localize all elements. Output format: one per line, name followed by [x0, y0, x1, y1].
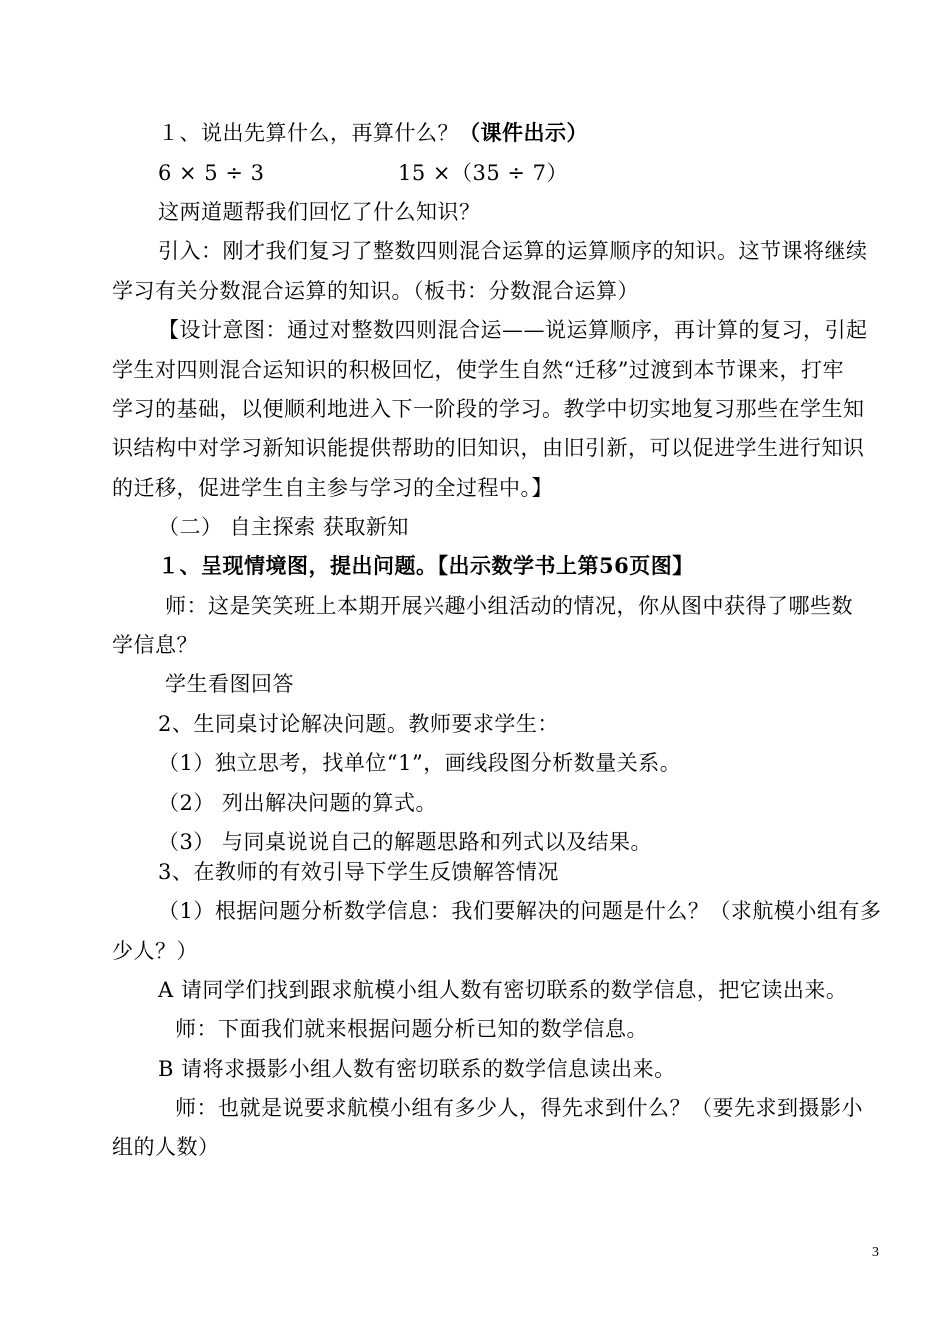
- math-expression-2: 15 ×（35 ÷ 7）: [398, 161, 569, 185]
- question-1-line: [158, 118, 588, 148]
- item-a: A 请同学们找到跟求航模小组人数有密切联系的数学信息，把它读出来。: [158, 978, 848, 1002]
- design-intent-line: 的迁移，促进学生自主参与学习的全过程中。】: [112, 476, 553, 500]
- paragraph-line: 学信息？: [112, 633, 198, 657]
- paragraph-line: 这两道题帮我们回忆了什么知识？: [158, 200, 481, 224]
- paragraph-line: 学习有关分数混合运算的知识。（板书：分数混合运算）: [112, 279, 639, 303]
- design-intent-line: 【设计意图：通过对整数四则混合运——说运算顺序，再计算的复习，引起: [158, 318, 868, 342]
- paragraph-line: 组的人数）: [112, 1135, 220, 1159]
- math-expressions: [158, 158, 568, 188]
- paragraph-line: 少人？）: [112, 939, 198, 963]
- paragraph-line: 师：下面我们就来根据问题分析已知的数学信息。: [175, 1017, 648, 1041]
- step-3-line: 3、在教师的有效引导下学生反馈解答情况: [158, 860, 559, 884]
- requirement-3: （3） 与同桌说说自己的解题思路和列式以及结果。: [158, 830, 653, 854]
- page-number: 3: [872, 1245, 879, 1260]
- requirement-1: （1）独立思考，找单位“1”，画线段图分析数量关系。: [158, 751, 682, 775]
- math-expression-1: 6 × 5 ÷ 3: [158, 161, 265, 185]
- design-intent-line: 学习的基础，以便顺利地进入下一阶段的学习。教学中切实地复习那些在学生知: [112, 397, 865, 421]
- design-intent-line: 学生对四则混合运知识的积极回忆，使学生自然“迁移”过渡到本节课来，打牢: [112, 358, 844, 382]
- item-b: B 请将求摄影小组人数有密切联系的数学信息读出来。: [158, 1057, 676, 1081]
- paragraph-line: 学生看图回答: [165, 672, 294, 696]
- step-1-heading: １、呈现情境图，提出问题。【出示数学书上第56页图】: [158, 553, 694, 578]
- design-intent-line: 识结构中对学习新知识能提供帮助的旧知识，由旧引新，可以促进学生进行知识: [112, 436, 865, 460]
- paragraph-line: 师：这是笑笑班上本期开展兴趣小组活动的情况，你从图中获得了哪些数: [165, 594, 853, 618]
- section-heading: （二） 自主探索 获取新知: [158, 515, 409, 539]
- courseware-note: （课件出示）: [459, 120, 588, 145]
- paragraph-line: 引入：刚才我们复习了整数四则混合运算的运算顺序的知识。这节课将继续: [158, 239, 868, 263]
- question-1-text: １、说出先算什么，再算什么？: [158, 121, 459, 145]
- paragraph-line: （1）根据问题分析数学信息：我们要解决的问题是什么？（求航模小组有多: [158, 899, 882, 923]
- step-2-line: 2、生同桌讨论解决问题。教师要求学生：: [158, 712, 559, 736]
- requirement-2: （2） 列出解决问题的算式。: [158, 791, 438, 815]
- paragraph-line: 师：也就是说要求航模小组有多少人，得先求到什么？（要先求到摄影小: [175, 1096, 863, 1120]
